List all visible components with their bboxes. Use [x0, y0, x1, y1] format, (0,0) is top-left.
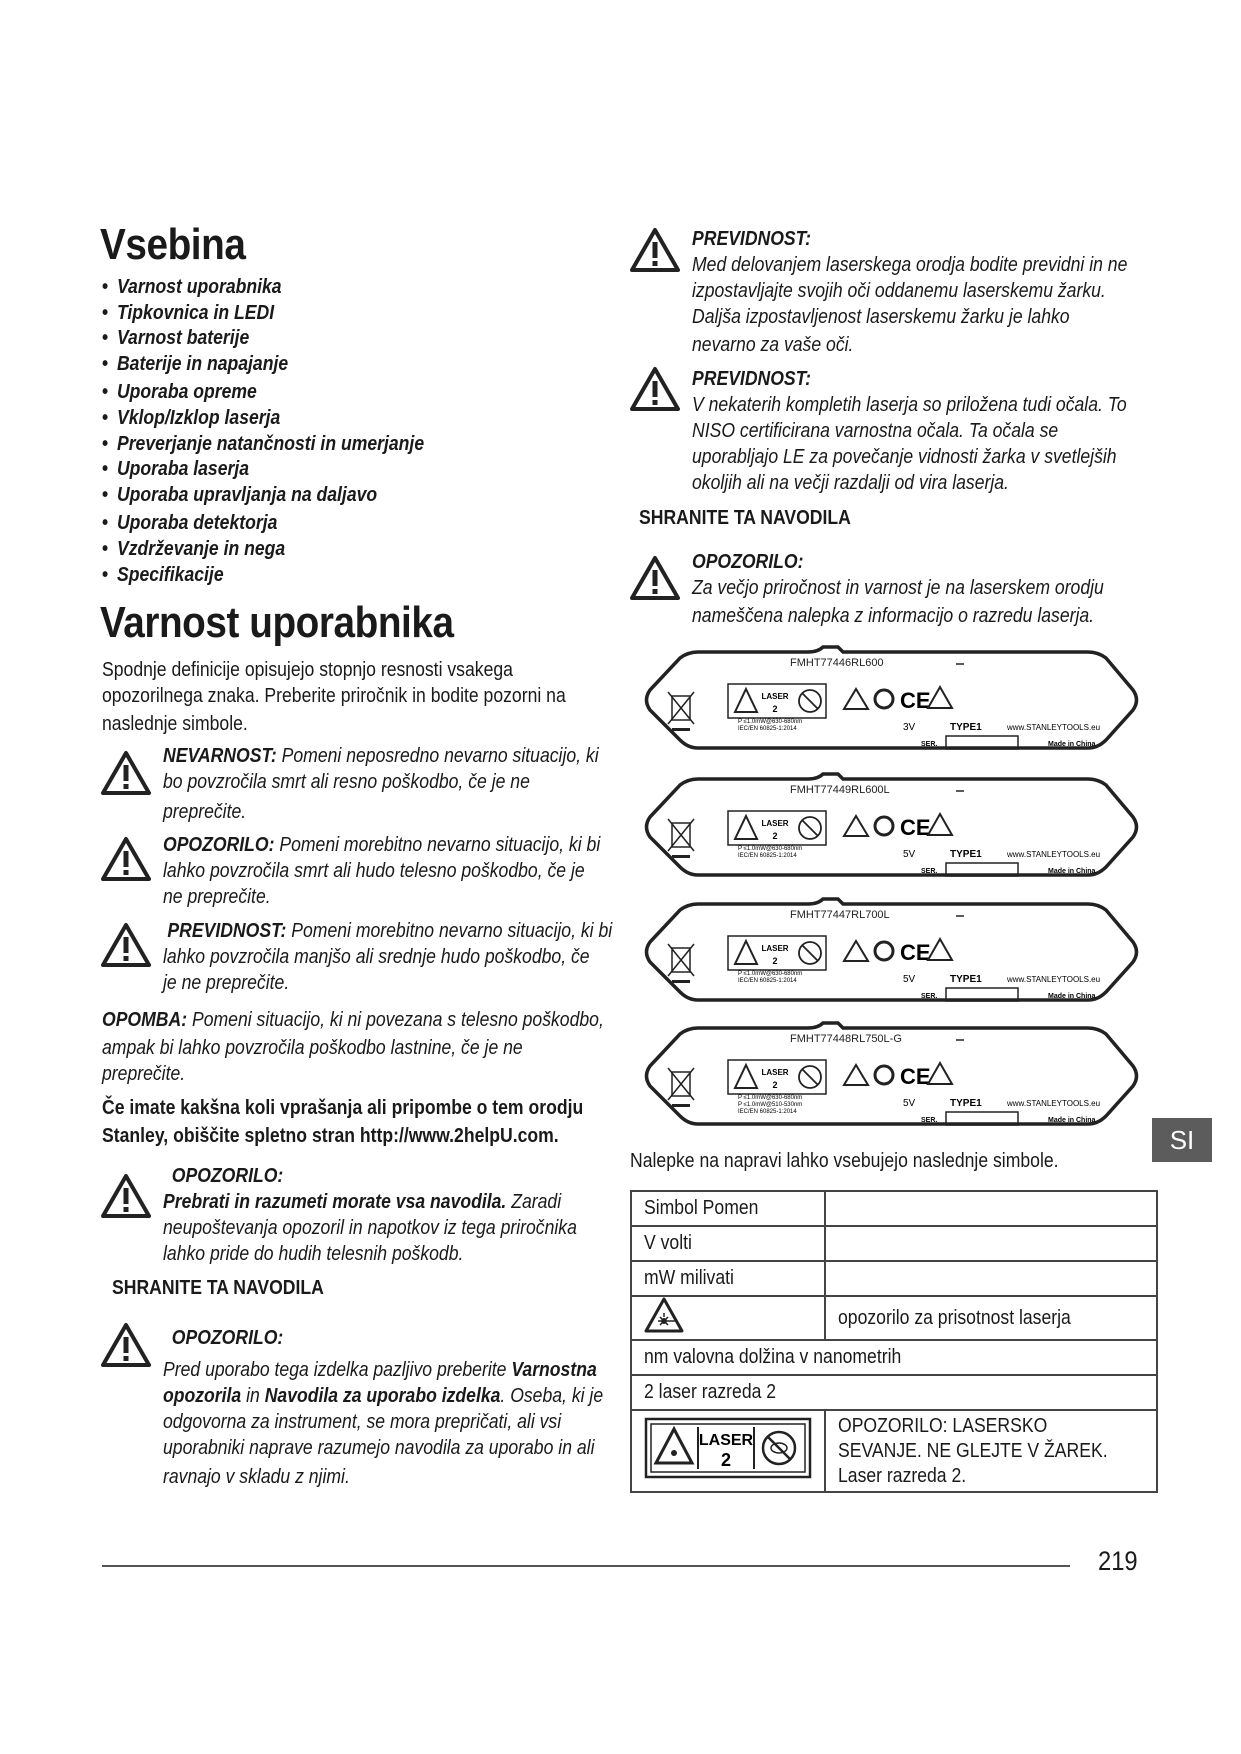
label-laser-text: LASER [761, 819, 789, 828]
ce-mark-icon: CE [900, 940, 931, 965]
danger-definition: NEVARNOST: Pomeni neposredno nevarno situacijo, ki bo povzročila smrt ali resno poškodbo, če je ne preprečite. [163, 745, 599, 823]
label-power-text: P ≤1.0mW@510-530nm [738, 1102, 803, 1108]
table-row [631, 1261, 1157, 1296]
toc-item[interactable]: • Uporaba upravljanja na daljavo [102, 483, 424, 509]
laser-hazard-icon [735, 1065, 757, 1088]
label-graphic-part [802, 1069, 818, 1085]
label-model: FMHT77447RL700L [790, 909, 890, 921]
label-website: www.STANLEYTOOLS.eu [1007, 723, 1101, 732]
label-power-text: IEC/EN 60825-1:2014 [738, 726, 797, 732]
recycle-icon [928, 687, 952, 708]
label-serial: SER. [921, 1117, 938, 1124]
cert-mark-icon [875, 1066, 893, 1084]
warning-read-instructions: OPOZORILO: Prebrati in razumeti morate vsa navodila. Zaradi neupoštevanja opozoril in napotkov iz tega priročnika lahko pride do hudih telesnih poškodb. [163, 1165, 577, 1265]
label-serial: SER. [921, 868, 938, 875]
weee-bin-icon [668, 692, 694, 731]
caution-icon [844, 689, 868, 709]
caution-eye-exposure: PREVIDNOST: Med delovanjem laserskega orodja bodite previdni in ne izpostavljajte svojih oči oddanemu laserskemu žarku. Daljša izpostavljenost laserskemu žarku je lahko nevarno za vaše oči. [692, 228, 1128, 356]
label-model: FMHT77449RL600L [790, 784, 890, 796]
safety-intro: Spodnje definicije opisujejo stopnjo resnosti vsakega opozorilnega znaka. Preberite priročnik in bodite pozorni na naslednje simbole. [102, 659, 566, 735]
label-website: www.STANLEYTOOLS.eu [1007, 975, 1101, 984]
toc-item[interactable]: • Vklop/Izklop laserja [102, 406, 424, 432]
laser-product-label [628, 769, 1148, 887]
toc-item[interactable]: • Baterije in napajanje [102, 352, 424, 378]
warning-icon [101, 836, 151, 882]
caution-icon [844, 816, 868, 836]
laser-hazard-icon [644, 1297, 684, 1333]
labels-caption: Nalepke na napravi lahko vsebujejo naslednje simbole. [630, 1150, 1059, 1172]
label-type: TYPE1 [950, 1098, 982, 1109]
save-instructions: SHRANITE TA NAVODILA [112, 1277, 324, 1299]
table-row [631, 1410, 1157, 1492]
label-website: www.STANLEYTOOLS.eu [1007, 850, 1101, 859]
label-graphic-part [802, 820, 818, 836]
toc-item[interactable]: • Varnost baterije [102, 326, 424, 352]
toc-item[interactable]: • Tipkovnica in LEDI [102, 301, 424, 327]
table-row [631, 1226, 1157, 1261]
label-made-in: Made in China [1048, 741, 1096, 748]
table-cell: nm valovna dolžina v nanometrih [644, 1346, 902, 1368]
warning-label-info: OPOZORILO: Za večjo priročnost in varnost je na laserskem orodju nameščena nalepka z informacijo o razredu laserja. [692, 551, 1104, 627]
label-graphic-part [672, 1104, 690, 1107]
label-voltage: 3V [903, 722, 916, 733]
toc-item[interactable]: • Specifikacije [102, 563, 424, 589]
label-made-in: Made in China [1048, 1117, 1096, 1124]
toc-item[interactable]: • Uporaba laserja [102, 457, 424, 483]
label-power-text: P ≤1.0mW@630-680nm [738, 971, 803, 977]
table-cell: mW milivati [644, 1267, 734, 1289]
laser-product-label [628, 1018, 1148, 1136]
contents-title: Vsebina [100, 220, 246, 269]
toc-item[interactable]: • Preverjanje natančnosti in umerjanje [102, 432, 424, 458]
weee-bin-icon [668, 819, 694, 858]
label-type: TYPE1 [950, 974, 982, 985]
ce-mark-icon: CE [900, 1064, 931, 1089]
footer-rule [102, 1565, 1070, 1567]
caution-icon [630, 227, 680, 273]
notice-definition: OPOMBA: Pomeni situacijo, ki ni povezana s telesno poškodbo, ampak bi lahko povzročila poškodbo lastnine, če je ne preprečite. [102, 1009, 604, 1085]
cert-mark-icon [875, 942, 893, 960]
caution-definition: PREVIDNOST: Pomeni morebitno nevarno situacijo, ki bi lahko povzročila manjšo ali srednje hudo poškodbo, če je ne preprečite. [163, 920, 613, 994]
toc-item[interactable]: • Uporaba detektorja [102, 511, 424, 537]
label-power-text: IEC/EN 60825-1:2014 [738, 978, 797, 984]
label-graphic-part [802, 945, 818, 961]
label-laser-class: 2 [772, 1080, 778, 1090]
weee-bin-icon [668, 944, 694, 983]
label-model: FMHT77446RL600 [790, 657, 884, 669]
warning-icon [630, 555, 680, 601]
laser-hazard-icon [735, 689, 757, 712]
label-power-text: P ≤1.0mW@630-680nm [738, 1095, 803, 1101]
label-model: FMHT77448RL750L-G [790, 1033, 902, 1045]
label-voltage: 5V [903, 974, 916, 985]
toc-item[interactable]: • Varnost uporabnika [102, 275, 424, 301]
laser-hazard-icon [735, 941, 757, 964]
laser-product-label [628, 894, 1148, 1012]
cert-mark-icon [875, 817, 893, 835]
svg-text:LASER: LASER [698, 1432, 754, 1449]
laser-class-label-icon [644, 1417, 812, 1479]
caution-icon [630, 366, 680, 412]
label-type: TYPE1 [950, 722, 982, 733]
caution-icon [844, 941, 868, 961]
label-voltage: 5V [903, 849, 916, 860]
label-website: www.STANLEYTOOLS.eu [1007, 1099, 1101, 1108]
table-cell: 2 laser razreda 2 [644, 1381, 777, 1403]
weee-bin-icon [668, 1068, 694, 1107]
label-laser-text: LASER [761, 944, 789, 953]
label-graphic-part [802, 693, 818, 709]
warning-icon [101, 1322, 151, 1368]
laser-product-label [628, 642, 1148, 760]
save-instructions: SHRANITE TA NAVODILA [639, 507, 851, 529]
language-tab[interactable]: SI [1152, 1118, 1212, 1162]
caution-icon [844, 1065, 868, 1085]
laser-warning-text: OPOZORILO: LASERSKO SEVANJE. NE GLEJTE V ŽAREK. Laser razreda 2. [838, 1414, 1108, 1487]
label-made-in: Made in China [1048, 993, 1096, 1000]
label-laser-class: 2 [772, 956, 778, 966]
recycle-icon [928, 814, 952, 835]
label-voltage: 5V [903, 1098, 916, 1109]
recycle-icon [928, 939, 952, 960]
safety-title: Varnost uporabnika [100, 598, 454, 647]
table-header: Simbol Pomen [644, 1197, 759, 1219]
table-row [631, 1191, 1157, 1226]
toc-item[interactable]: • Uporaba opreme [102, 380, 424, 406]
label-power-text: P ≤1.0mW@630-680nm [738, 719, 803, 725]
contact-info: Če imate kakšna koli vprašanja ali pripombe o tem orodju Stanley, obiščite spletno stran http://www.2helpU.com. [102, 1097, 584, 1147]
label-power-text: IEC/EN 60825-1:2014 [738, 853, 797, 859]
table-row [631, 1340, 1157, 1375]
table-row [631, 1375, 1157, 1410]
label-graphic-part [672, 728, 690, 731]
label-laser-class: 2 [772, 831, 778, 841]
svg-text:2: 2 [720, 1450, 732, 1470]
caution-glasses: PREVIDNOST: V nekaterih kompletih laserja so priložena tudi očala. To NISO certificirana varnostna očala. Ta očala se uporabljajo LE za povečanje vidnosti žarka v svetlejših okoljih ali na večji razdalji od vira laserja. [692, 368, 1127, 494]
caution-icon [101, 922, 151, 968]
label-graphic-part [672, 980, 690, 983]
laser-hazard-icon [735, 816, 757, 839]
label-serial: SER. [921, 741, 938, 748]
recycle-icon [928, 1063, 952, 1084]
warning-read-before-use: OPOZORILO: Pred uporabo tega izdelka pazljivo preberite Varnostna opozorila in Navodila za uporabo izdelka. Oseba, ki je odgovorna za instrument, se mora prepričati, ali vsi uporabniki naprave razumejo navodila za uporabo in ali ravnajo v skladu z njimi. [163, 1327, 604, 1488]
ce-mark-icon: CE [900, 815, 931, 840]
page-number: 219 [1098, 1546, 1138, 1576]
cert-mark-icon [875, 690, 893, 708]
warning-icon [101, 1173, 151, 1219]
toc-item[interactable]: • Vzdrževanje in nega [102, 537, 424, 563]
danger-warning-icon [101, 750, 151, 796]
label-graphic-part [672, 855, 690, 858]
label-type: TYPE1 [950, 849, 982, 860]
label-made-in: Made in China [1048, 868, 1096, 875]
table-cell: opozorilo za prisotnost laserja [838, 1306, 1071, 1329]
label-laser-class: 2 [772, 704, 778, 714]
warning-definition: OPOZORILO: Pomeni morebitno nevarno situacijo, ki bi lahko povzročila smrt ali hudo telesno poškodbo, če je ne preprečite. [163, 834, 601, 908]
label-power-text: IEC/EN 60825-1:2014 [738, 1109, 797, 1115]
label-laser-text: LASER [761, 692, 789, 701]
symbol-table [630, 1190, 1158, 1493]
ce-mark-icon: CE [900, 688, 931, 713]
contents-list [102, 275, 424, 588]
table-row [631, 1296, 1157, 1340]
table-cell: V volti [644, 1232, 692, 1254]
label-laser-text: LASER [761, 1068, 789, 1077]
label-serial: SER. [921, 993, 938, 1000]
label-power-text: P ≤1.0mW@630-680nm [738, 846, 803, 852]
